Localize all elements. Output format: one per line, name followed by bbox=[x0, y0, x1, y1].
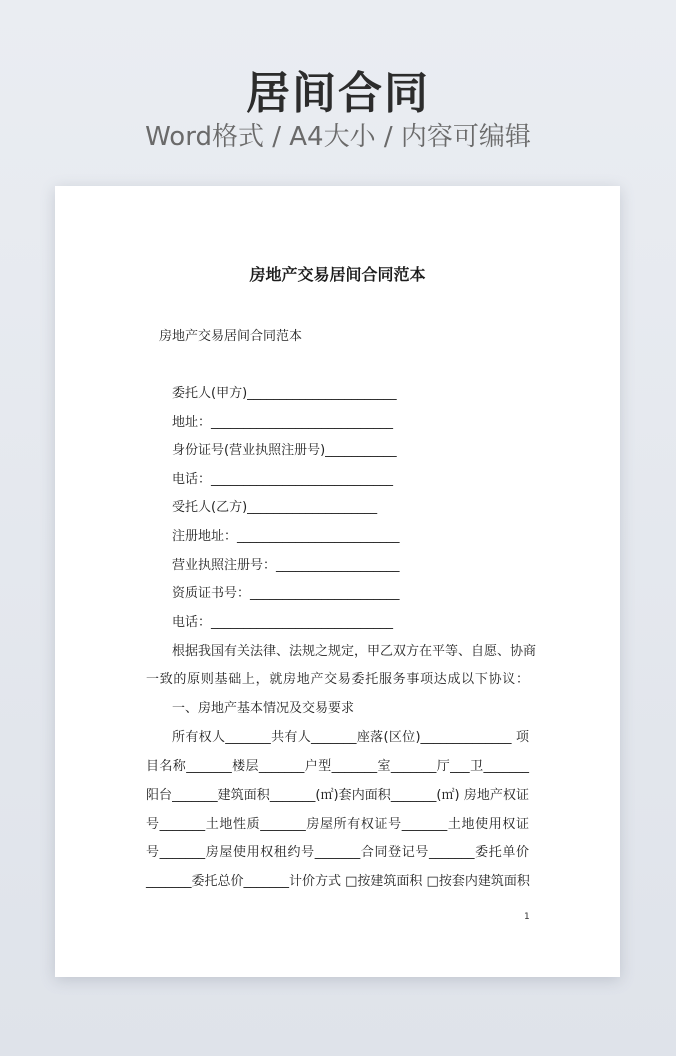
document-subtitle: 房地产交易居间合同范本 bbox=[159, 329, 303, 344]
section-heading: 一、房地产基本情况及交易要求 bbox=[172, 701, 355, 716]
body-line: _______委托总价_______计价方式 □按建筑面积 □按套内建筑面积 bbox=[146, 874, 530, 889]
body-line: 阳台_______建筑面积_______(㎡)套内面积_______(㎡) 房地产权证 bbox=[146, 788, 529, 803]
page-number: 1 bbox=[524, 912, 530, 922]
field-phone: 电话：____________________________ bbox=[172, 472, 394, 487]
intro-line-1: 根据我国有关法律、法规之规定，甲乙双方在平等、自愿、协商 bbox=[172, 644, 537, 659]
field-agent-phone: 电话：____________________________ bbox=[172, 615, 394, 630]
field-registered-address: 注册地址：_________________________ bbox=[172, 529, 400, 544]
field-qualification-number: 资质证书号：_______________________ bbox=[172, 586, 400, 601]
field-license-number: 营业执照注册号：___________________ bbox=[172, 558, 400, 573]
body-line: 目名称_______楼层_______户型_______室_______厅___卫_______ bbox=[146, 759, 529, 774]
body-line: 号_______土地性质_______房屋所有权证号_______土地使用权证 bbox=[146, 817, 529, 832]
body-line: 号_______房屋使用权租约号_______合同登记号_______委托单价 bbox=[146, 845, 529, 860]
banner-title: 居间合同 bbox=[246, 68, 430, 119]
field-client: 委托人(甲方)_______________________ bbox=[172, 386, 397, 401]
body-line: 所有权人_______共有人_______座落(区位)______________ 项 bbox=[172, 730, 529, 745]
intro-line-2: 一致的原则基础上，就房地产交易委托服务事项达成以下协议： bbox=[146, 672, 529, 687]
field-id-number: 身份证号(营业执照注册号)___________ bbox=[172, 443, 397, 458]
banner-subtitle: Word格式 / A4大小 / 内容可编辑 bbox=[145, 122, 531, 152]
field-address: 地址：____________________________ bbox=[172, 415, 394, 430]
field-agent: 受托人(乙方)____________________ bbox=[172, 500, 378, 515]
document-title: 房地产交易居间合同范本 bbox=[249, 265, 426, 284]
document-page bbox=[55, 186, 620, 977]
banner bbox=[0, 0, 676, 186]
